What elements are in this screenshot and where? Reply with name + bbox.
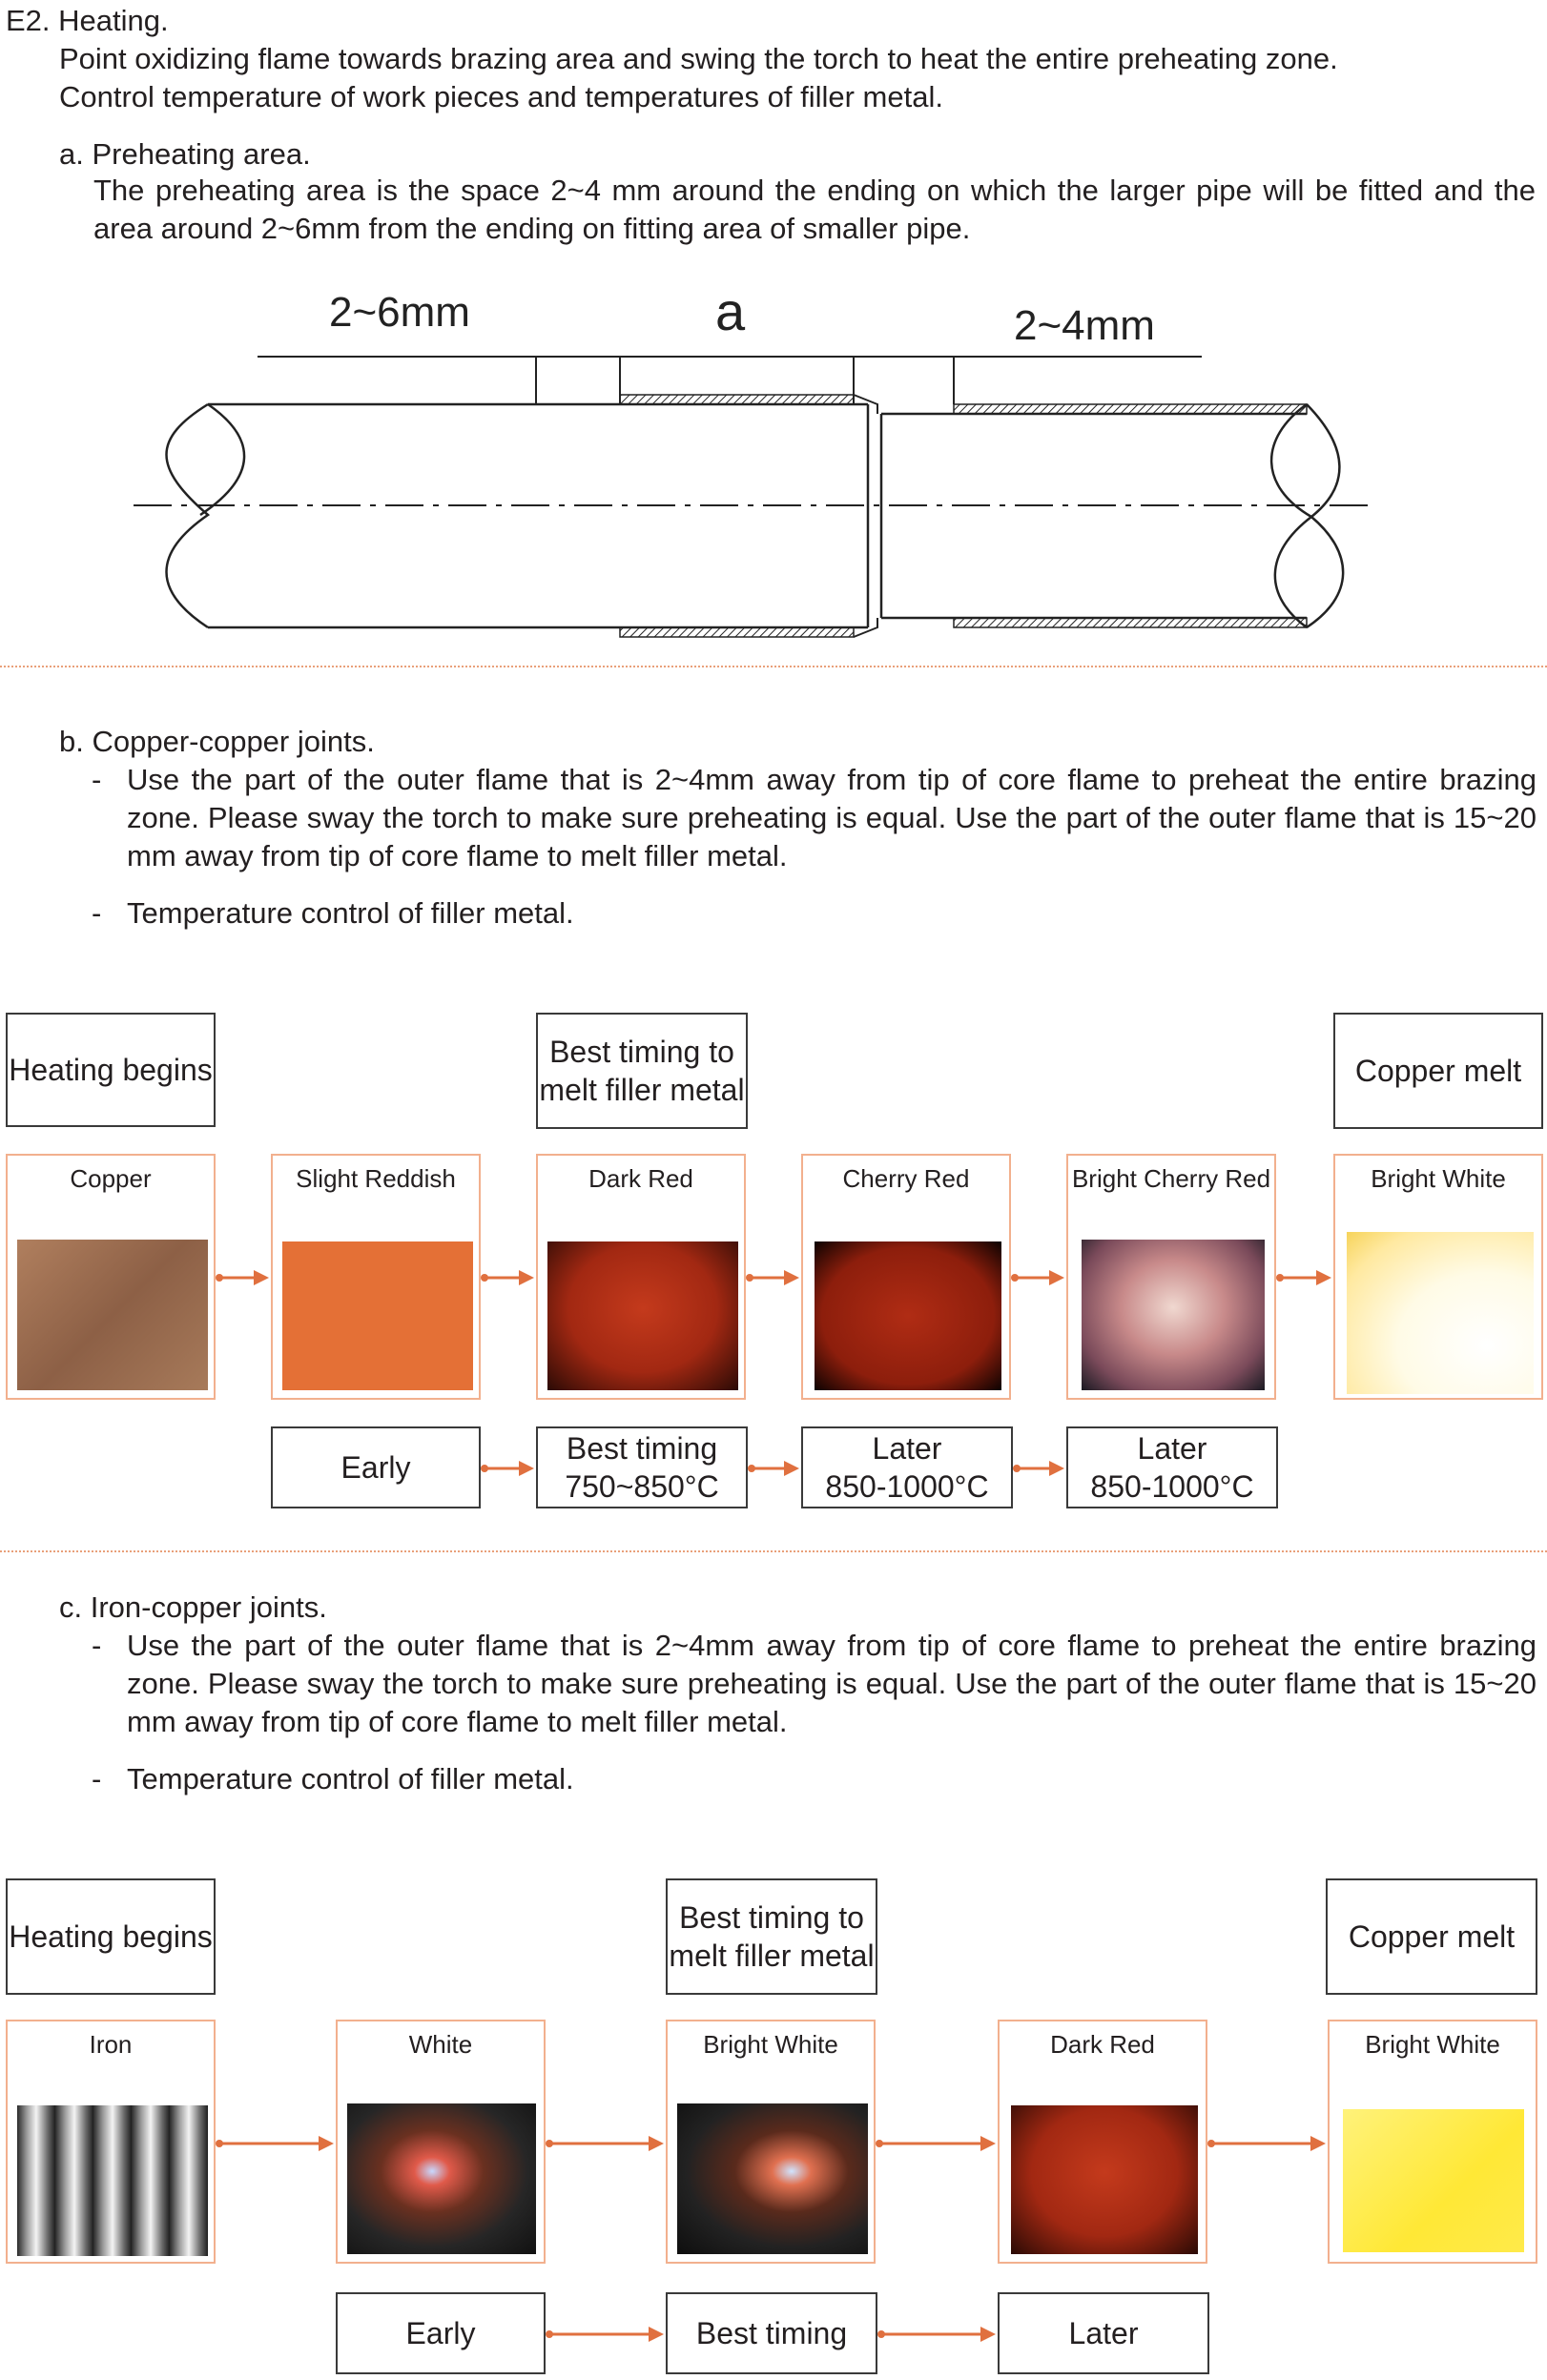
sub-c-bullet-2: Temperature control of filler metal. <box>127 1762 574 1795</box>
arrow-icon <box>1276 1268 1333 1287</box>
divider <box>0 666 1547 667</box>
label-a: a <box>715 281 746 341</box>
box-later-temp <box>1066 1426 1278 1508</box>
box-line-1: Early <box>340 1450 411 1485</box>
pipe-diagram <box>124 277 1383 658</box>
arrow-icon <box>546 2325 666 2344</box>
sub-a-title: a. Preheating area. <box>59 137 311 171</box>
swatch-dark-red <box>1011 2105 1198 2254</box>
arrow-icon <box>876 2134 998 2153</box>
label-2-4mm: 2~4mm <box>1014 302 1155 349</box>
card-cherry-red <box>801 1154 1011 1400</box>
box-best-timing-temp <box>536 1426 748 1508</box>
card-label: Dark Red <box>1050 2030 1155 2059</box>
arrow-icon <box>748 1459 801 1478</box>
sub-b-bullet-2: Temperature control of filler metal. <box>127 896 574 930</box>
card-iron <box>6 2020 216 2264</box>
box-later-temp <box>801 1426 1013 1508</box>
arrow-icon <box>481 1459 536 1478</box>
arrow-icon <box>216 1268 271 1287</box>
box-heating-begins: Heating begins <box>6 1878 216 1995</box>
swatch-copper <box>17 1240 208 1390</box>
swatch-dark-red <box>547 1241 738 1390</box>
arrow-icon <box>546 2134 666 2153</box>
section-heading: E2. Heating. <box>6 4 169 37</box>
arrow-icon <box>1011 1268 1066 1287</box>
swatch-bright-white-yellow <box>1343 2109 1524 2252</box>
card-white <box>336 2020 546 2264</box>
card-label: White <box>408 2030 473 2059</box>
card-label: Cherry Red <box>842 1164 970 1193</box>
card-bright-white <box>666 2020 876 2264</box>
card-label: Iron <box>89 2030 133 2059</box>
sub-c-title: c. Iron-copper joints. <box>59 1590 327 1624</box>
sub-b-title: b. Copper-copper joints. <box>59 725 375 758</box>
bullet-dash: - <box>92 1629 102 1662</box>
box-line-2: 850-1000°C <box>1090 1469 1254 1504</box>
sub-c-bullet-1: Use the part of the outer flame that is 2~4mm away from tip of core flame to preheat the entire brazing zone. Please sway the torch to make sure preheating is equal. Use the part of the outer flame that is 15~20 mm away from tip of core flame to melt filler metal. <box>127 1629 1537 1738</box>
card-label: Dark Red <box>588 1164 693 1193</box>
card-label: Copper <box>70 1164 152 1193</box>
card-label: Bright White <box>1371 1164 1506 1193</box>
label-2-6mm: 2~6mm <box>329 289 470 336</box>
card-label: Bright White <box>1365 2030 1500 2059</box>
bullet-dash: - <box>92 896 102 930</box>
swatch-bright-white <box>677 2103 868 2254</box>
box-heating-begins: Heating begins <box>6 1013 216 1127</box>
box-best-timing-2: Best timing <box>666 2292 877 2374</box>
card-dark-red <box>998 2020 1207 2264</box>
arrow-icon <box>481 1268 536 1287</box>
card-label: Slight Reddish <box>296 1164 456 1193</box>
arrow-icon <box>746 1268 801 1287</box>
arrow-icon <box>1013 1459 1066 1478</box>
box-line-1: Later <box>872 1431 942 1466</box>
swatch-white <box>347 2103 536 2254</box>
swatch-bright-white <box>1347 1232 1534 1394</box>
box-early <box>271 1426 481 1508</box>
divider <box>0 1550 1547 1552</box>
box-line-2: 850-1000°C <box>825 1469 989 1504</box>
arrow-icon <box>1207 2134 1328 2153</box>
box-copper-melt: Copper melt <box>1326 1878 1537 1995</box>
card-dark-red <box>536 1154 746 1400</box>
box-copper-melt: Copper melt <box>1333 1013 1543 1129</box>
box-line-2: 750~850°C <box>565 1469 719 1504</box>
card-slight-reddish <box>271 1154 481 1400</box>
card-bright-cherry-red <box>1066 1154 1276 1400</box>
card-label: Bright Cherry Red <box>1071 1164 1271 1193</box>
swatch-cherry-red <box>815 1241 1001 1390</box>
arrow-icon <box>216 2134 336 2153</box>
swatch-iron <box>17 2105 208 2256</box>
box-line-1: Best timing <box>566 1431 718 1466</box>
sub-b-bullet-1: Use the part of the outer flame that is 2~4mm away from tip of core flame to preheat the entire brazing zone. Please sway the torch to make sure preheating is equal. Use the part of the outer flame that is 15~20 mm away from tip of core flame to melt filler metal. <box>127 763 1537 872</box>
card-bright-white <box>1333 1154 1543 1400</box>
swatch-bright-cherry-red <box>1082 1240 1265 1390</box>
box-line-1: Later <box>1137 1431 1207 1466</box>
card-bright-white-2 <box>1328 2020 1537 2264</box>
section-line-2: Control temperature of work pieces and temperatures of filler metal. <box>59 80 943 113</box>
bullet-dash: - <box>92 763 102 796</box>
arrow-icon <box>877 2325 998 2344</box>
swatch-slight-reddish <box>282 1241 473 1390</box>
box-best-timing: Best timing to melt filler metal <box>666 1878 877 1995</box>
section-line-1: Point oxidizing flame towards brazing area and swing the torch to heat the entire preheating zone. <box>59 42 1338 75</box>
card-label: Bright White <box>703 2030 838 2059</box>
card-copper <box>6 1154 216 1400</box>
bullet-dash: - <box>92 1762 102 1795</box>
box-later: Later <box>998 2292 1209 2374</box>
box-early: Early <box>336 2292 546 2374</box>
sub-a-body: The preheating area is the space 2~4 mm around the ending on which the larger pipe will be fitted and the area around 2~6mm from the ending on fitting area of smaller pipe. <box>93 174 1536 245</box>
box-best-timing: Best timing to melt filler metal <box>536 1013 748 1129</box>
